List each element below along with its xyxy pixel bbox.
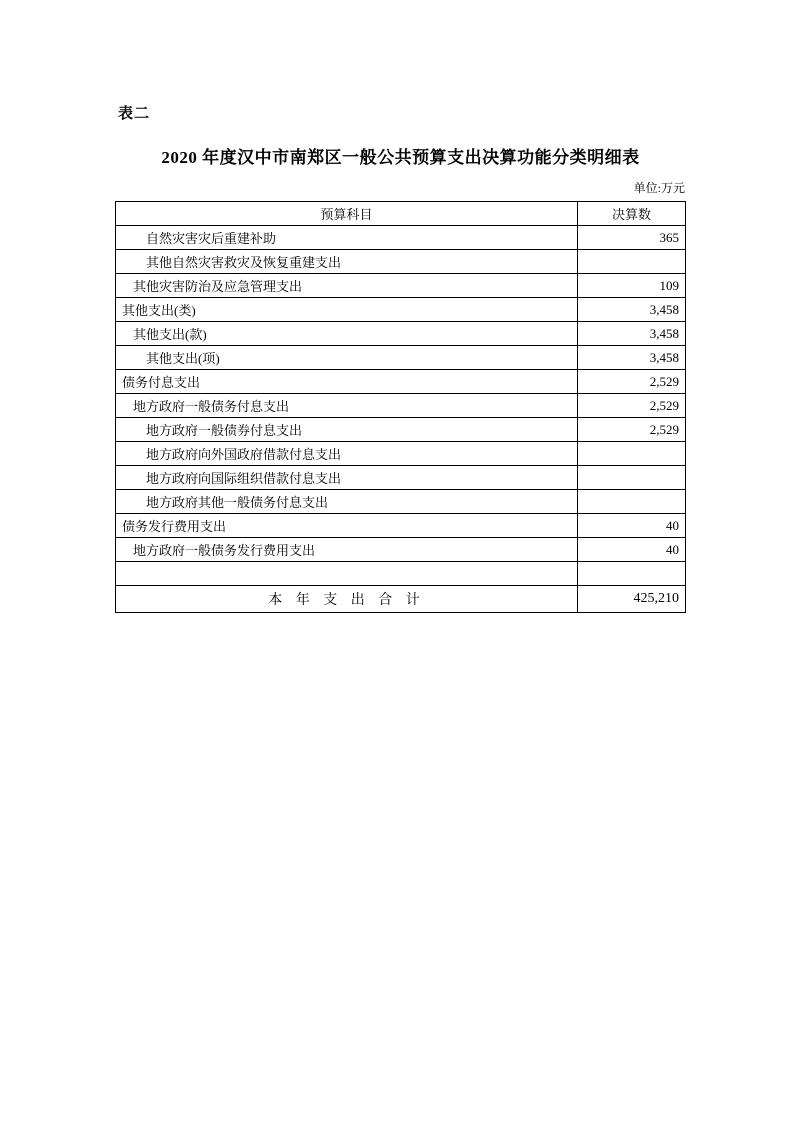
column-header-amount: 决算数 (578, 202, 686, 226)
table-row (116, 514, 686, 538)
amount-cell: 40 (578, 514, 686, 538)
table-row (116, 370, 686, 394)
amount-cell: 3,458 (578, 346, 686, 370)
total-label: 本 年 支 出 合 计 (116, 586, 578, 613)
subject-cell: 其他灾害防治及应急管理支出 (116, 274, 578, 298)
subject-cell: 其他支出(款) (116, 322, 578, 346)
column-header-subject: 预算科目 (116, 202, 578, 226)
table-row (116, 562, 686, 586)
subject-cell: 债务发行费用支出 (116, 514, 578, 538)
subject-cell: 债务付息支出 (116, 370, 578, 394)
amount-cell: 40 (578, 538, 686, 562)
table-row (116, 298, 686, 322)
table-row (116, 538, 686, 562)
amount-cell (578, 490, 686, 514)
table-row (116, 490, 686, 514)
subject-cell: 地方政府一般债务付息支出 (116, 394, 578, 418)
amount-cell (578, 466, 686, 490)
total-amount: 425,210 (578, 586, 686, 613)
subject-cell: 地方政府一般债务发行费用支出 (116, 538, 578, 562)
subject-cell: 地方政府向国际组织借款付息支出 (116, 466, 578, 490)
subject-cell: 其他自然灾害救灾及恢复重建支出 (116, 250, 578, 274)
subject-cell (116, 562, 578, 586)
amount-cell: 3,458 (578, 322, 686, 346)
table-row (116, 226, 686, 250)
table-body (116, 226, 686, 586)
amount-cell: 365 (578, 226, 686, 250)
subject-cell: 其他支出(项) (116, 346, 578, 370)
table-number-label: 表二 (118, 106, 151, 122)
subject-cell: 地方政府其他一般债务付息支出 (116, 490, 578, 514)
table-row (116, 442, 686, 466)
table-row (116, 322, 686, 346)
subject-cell: 地方政府一般债券付息支出 (116, 418, 578, 442)
subject-cell: 其他支出(类) (116, 298, 578, 322)
amount-cell (578, 562, 686, 586)
subject-cell: 自然灾害灾后重建补助 (116, 226, 578, 250)
document-content (115, 0, 686, 613)
total-row (116, 586, 686, 613)
table-row (116, 250, 686, 274)
amount-cell (578, 442, 686, 466)
table-row (116, 346, 686, 370)
subject-cell: 地方政府向外国政府借款付息支出 (116, 442, 578, 466)
table-row (116, 466, 686, 490)
amount-cell (578, 250, 686, 274)
amount-cell: 2,529 (578, 418, 686, 442)
page-title: 2020 年度汉中市南郑区一般公共预算支出决算功能分类明细表 (161, 148, 640, 167)
amount-cell: 109 (578, 274, 686, 298)
table-row (116, 418, 686, 442)
unit-label: 单位:万元 (633, 181, 685, 195)
amount-cell: 3,458 (578, 298, 686, 322)
budget-table (115, 201, 686, 613)
amount-cell: 2,529 (578, 394, 686, 418)
header-row (116, 202, 686, 226)
table-row (116, 274, 686, 298)
table-row (116, 394, 686, 418)
amount-cell: 2,529 (578, 370, 686, 394)
